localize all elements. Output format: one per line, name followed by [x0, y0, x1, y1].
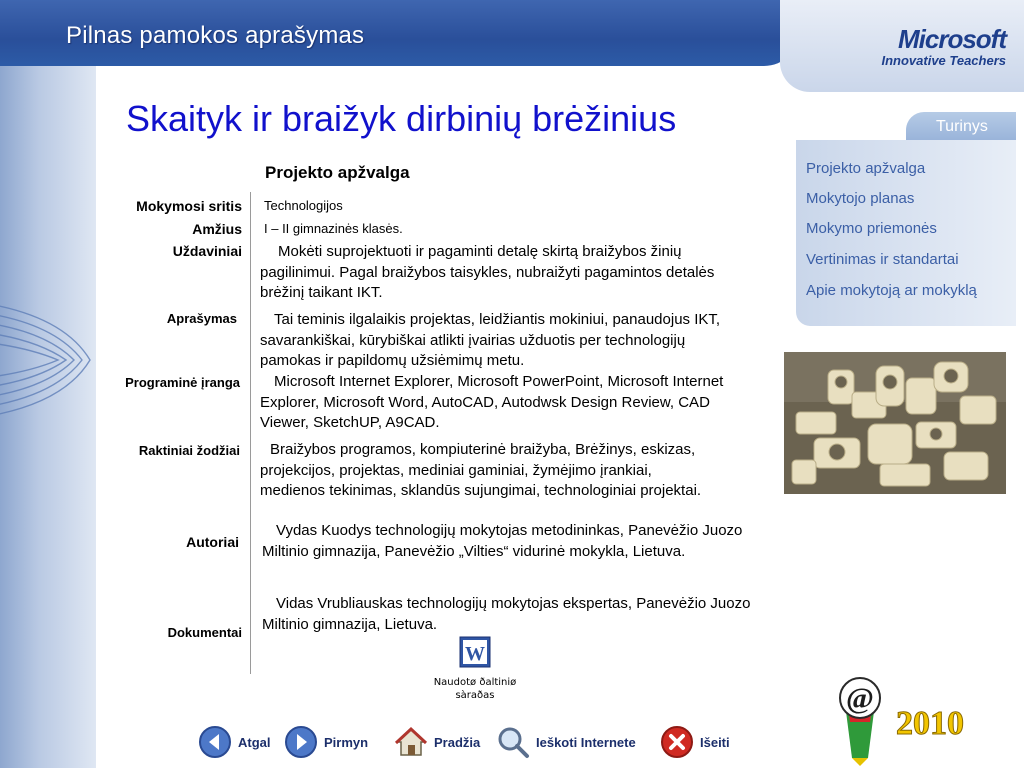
forward-label: Pirmyn — [324, 734, 369, 750]
field-label-keywords: Raktiniai žodžiai — [138, 443, 240, 458]
field-value-authors: Vydas Kuodys technologijų mokytojas metodininkas, Panevėžio Juozo Miltinio gimnazija, Panevėžio „Vilties“ vidurinė mokykla, Lietuva. — [262, 522, 743, 560]
field-value-area: Technologijos — [264, 198, 343, 213]
field-value-documents: Vidas Vrubliauskas technologijų mokytojas ekspertas, Panevėžio Juozo Miltinio gimnazija, Lietuva. — [262, 595, 751, 633]
toc-tab-label: Turinys — [936, 118, 988, 135]
toc-tab[interactable] — [906, 112, 1016, 140]
brand-primary: Microsoft — [898, 24, 1006, 54]
arrow-left-icon — [198, 725, 232, 759]
field-label-documents: Dokumentai — [167, 625, 242, 640]
field-label-tasks: Uždaviniai — [172, 243, 242, 259]
toc-item-teacher-plan[interactable]: Mokytojo planas — [806, 190, 915, 207]
wooden-parts-photo — [784, 352, 1006, 494]
forward-button[interactable] — [284, 722, 368, 762]
exit-button[interactable] — [660, 722, 730, 762]
section-title: Projekto apžvalga — [265, 163, 410, 182]
logo-at-glyph: @ — [846, 682, 874, 715]
back-button[interactable] — [198, 722, 271, 762]
close-icon — [660, 725, 694, 759]
toc-item-project-overview[interactable]: Projekto apžvalga — [806, 160, 926, 177]
search-internet-button[interactable] — [496, 722, 636, 762]
toc-item-assessment[interactable]: Vertinimas ir standartai — [806, 251, 959, 268]
word-document-icon[interactable] — [459, 636, 491, 668]
field-value-software: Microsoft Internet Explorer, Microsoft PowerPoint, Microsoft Internet Explorer, Microsoft Word, AutoCAD, Autodwsk Design Review, CAD Viewer, SketchUP, A9CAD. — [260, 373, 724, 431]
document-caption-line2: sàraðas — [455, 690, 495, 701]
field-value-keywords: Braižybos programos, kompiuterinė braižyba, Brėžinys, eskizas, projekcijos, projektas, mediniai gaminiai, žymėjimo įrankiai, medienos tekinimas, sklandūs sujungimai, technologiniai projektai. — [260, 441, 702, 499]
field-label-description: Aprašymas — [166, 311, 237, 326]
brand-secondary: Innovative Teachers — [881, 53, 1006, 68]
arrow-right-icon — [284, 725, 318, 759]
microsoft-logo — [802, 24, 1006, 68]
left-decor-strip — [0, 0, 96, 768]
document-caption[interactable] — [420, 676, 530, 702]
page-title: Skaityk ir braižyk dirbinių brėžinius — [126, 98, 677, 139]
toc-item-about[interactable]: Apie mokytoją ar mokyklą — [806, 282, 977, 299]
column-divider — [250, 192, 251, 674]
field-value-age: I – II gimnazinės klasės. — [264, 221, 403, 236]
field-value-tasks: Mokėti suprojektuoti ir pagaminti detalę skirtą braižybos žinių pagilinimui. Pagal braižybos taisykles, nubraižyti pagamintos detalės brėžinį taikant IKT. — [260, 243, 715, 301]
home-label: Pradžia — [434, 734, 481, 750]
logo-year: 2010 — [896, 705, 964, 742]
home-button[interactable] — [394, 722, 480, 762]
field-value-description: Tai teminis ilgalaikis projektas, leidžiantis mokiniui, panaudojus IKT, savarankiškai, kūrybiškai atlikti įvairias užduotis per technologijų pamokas ir papildomų užsiėmimų metu. — [260, 311, 721, 369]
app-title: Pilnas pamokos aprašymas — [66, 22, 365, 49]
exit-label: Išeiti — [700, 734, 730, 750]
field-label-area: Mokymosi sritis — [136, 198, 242, 214]
bottom-navigation — [196, 722, 756, 762]
toc-item-teaching-aids[interactable]: Mokymo priemonės — [806, 220, 937, 237]
svg-text:W: W — [465, 643, 485, 665]
document-caption-line1: Naudotø ðaltiniø — [433, 677, 517, 688]
field-label-authors: Autoriai — [186, 534, 239, 550]
home-icon — [394, 725, 428, 759]
2010-logo — [826, 666, 1016, 766]
field-label-age: Amžius — [192, 221, 242, 237]
table-of-contents — [796, 112, 1016, 326]
magnifier-icon — [496, 725, 530, 759]
search-internet-label: Ieškoti Internete — [536, 734, 636, 750]
back-label: Atgal — [238, 734, 271, 750]
toc-panel — [796, 140, 1016, 326]
field-label-software: Programinė įranga — [125, 375, 240, 390]
